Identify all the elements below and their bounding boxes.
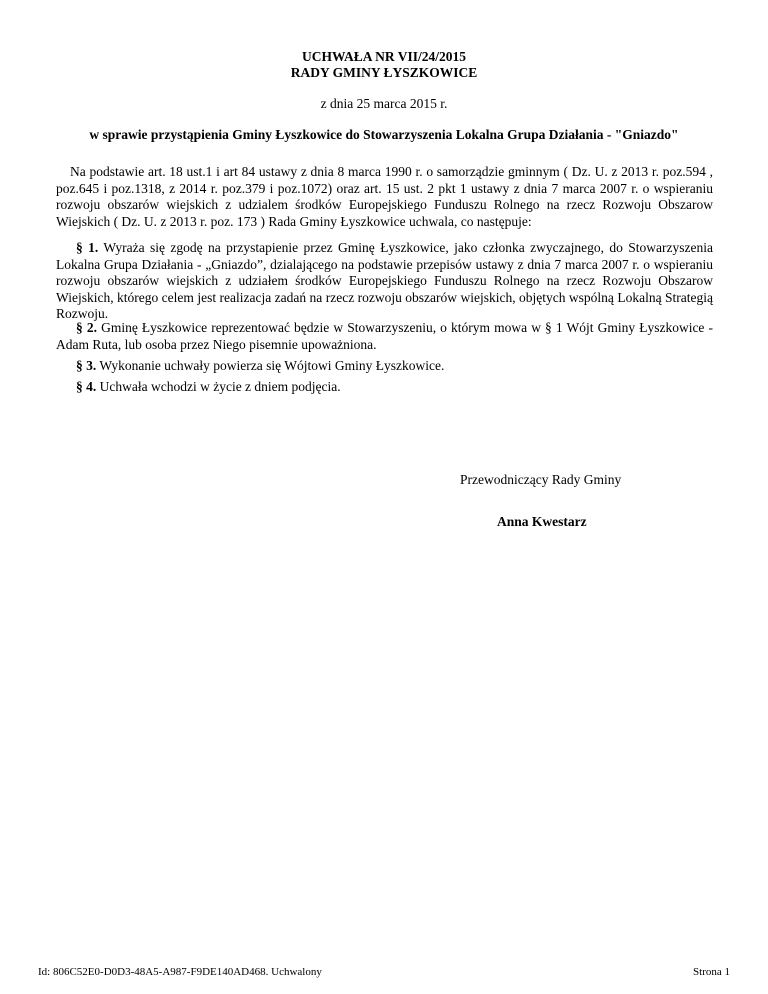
section-1-label: § 1. (76, 240, 99, 255)
page-number: Strona 1 (693, 966, 730, 978)
legal-basis-paragraph: Na podstawie art. 18 ust.1 i art 84 ustawy z dnia 8 marca 1990 r. o samorządzie gminnym ( Dz. U. z 2013 r. poz.594 , poz.645 i poz.1318, z 2014 r. poz.379 i poz.1072) oraz art. 15 ust. 2 pkt 1 ustawy z dnia 7 marca 2007 r. o wspieraniu rozwoju obszarów wiejskich z udzialem środków Europejskiego Funduszu Rolnego na rzecz Rozwoju Obszarow Wiejskich ( Dz. U. z 2013 r. poz. 173 ) Rada Gminy Łyszkowice uchwala, co następuje: (56, 164, 713, 229)
resolution-number: UCHWAŁA NR VII/24/2015 (301, 49, 467, 64)
section-4 (56, 379, 713, 396)
section-2-label: § 2. (76, 320, 97, 335)
section-3-text: Wykonanie uchwały powierza się Wójtowi Gminy Łyszkowice. (99, 358, 445, 373)
section-1-text: Wyraża się zgodę na przystapienie przez Gminę Łyszkowice, jako członka zwyczajnego, do Stowarzyszenia Lokalna Grupa Działania - „Gniazdo”, dzialającego na podstawie przepisów ustawy z dnia 7 marca 2007 r. o wspieraniu rozwoju obszarów wiejskich z udziałem środków Europejskiego Funduszu Rolnego na rzecz Rozwoju Obszarow Wiejskich, którego celem jest realizacja zadań na rzecz rozwoju obszarów wiejskich, objętych wspólną Lokalną Strategią Rozwoju. (56, 240, 713, 321)
section-1 (56, 240, 713, 323)
resolution-subject: w sprawie przystąpienia Gminy Łyszkowice do Stowarzyszenia Lokalna Grupa Działania - "Gniazdo" (89, 127, 679, 142)
section-4-text: Uchwała wchodzi w życie z dniem podjęcia. (99, 379, 341, 394)
section-4-label: § 4. (76, 379, 97, 394)
section-3 (56, 358, 713, 375)
section-2-text: Gminę Łyszkowice reprezentować będzie w Stowarzyszeniu, o którym mowa w § 1 Wójt Gminy Łyszkowice - Adam Ruta, lub osoba przez Niego pisemnie upoważniona. (56, 320, 714, 352)
section-3-label: § 3. (76, 358, 97, 373)
signature-role: Przewodniczący Rady Gminy (460, 472, 622, 487)
council-name: RADY GMINY ŁYSZKOWICE (290, 65, 478, 80)
document-id: Id: 806C52E0-D0D3-48A5-A987-F9DE140AD468. Uchwalony (38, 966, 322, 978)
section-2 (56, 320, 713, 353)
signature-name: Anna Kwestarz (497, 514, 587, 529)
resolution-date: z dnia 25 marca 2015 r. (320, 96, 448, 111)
